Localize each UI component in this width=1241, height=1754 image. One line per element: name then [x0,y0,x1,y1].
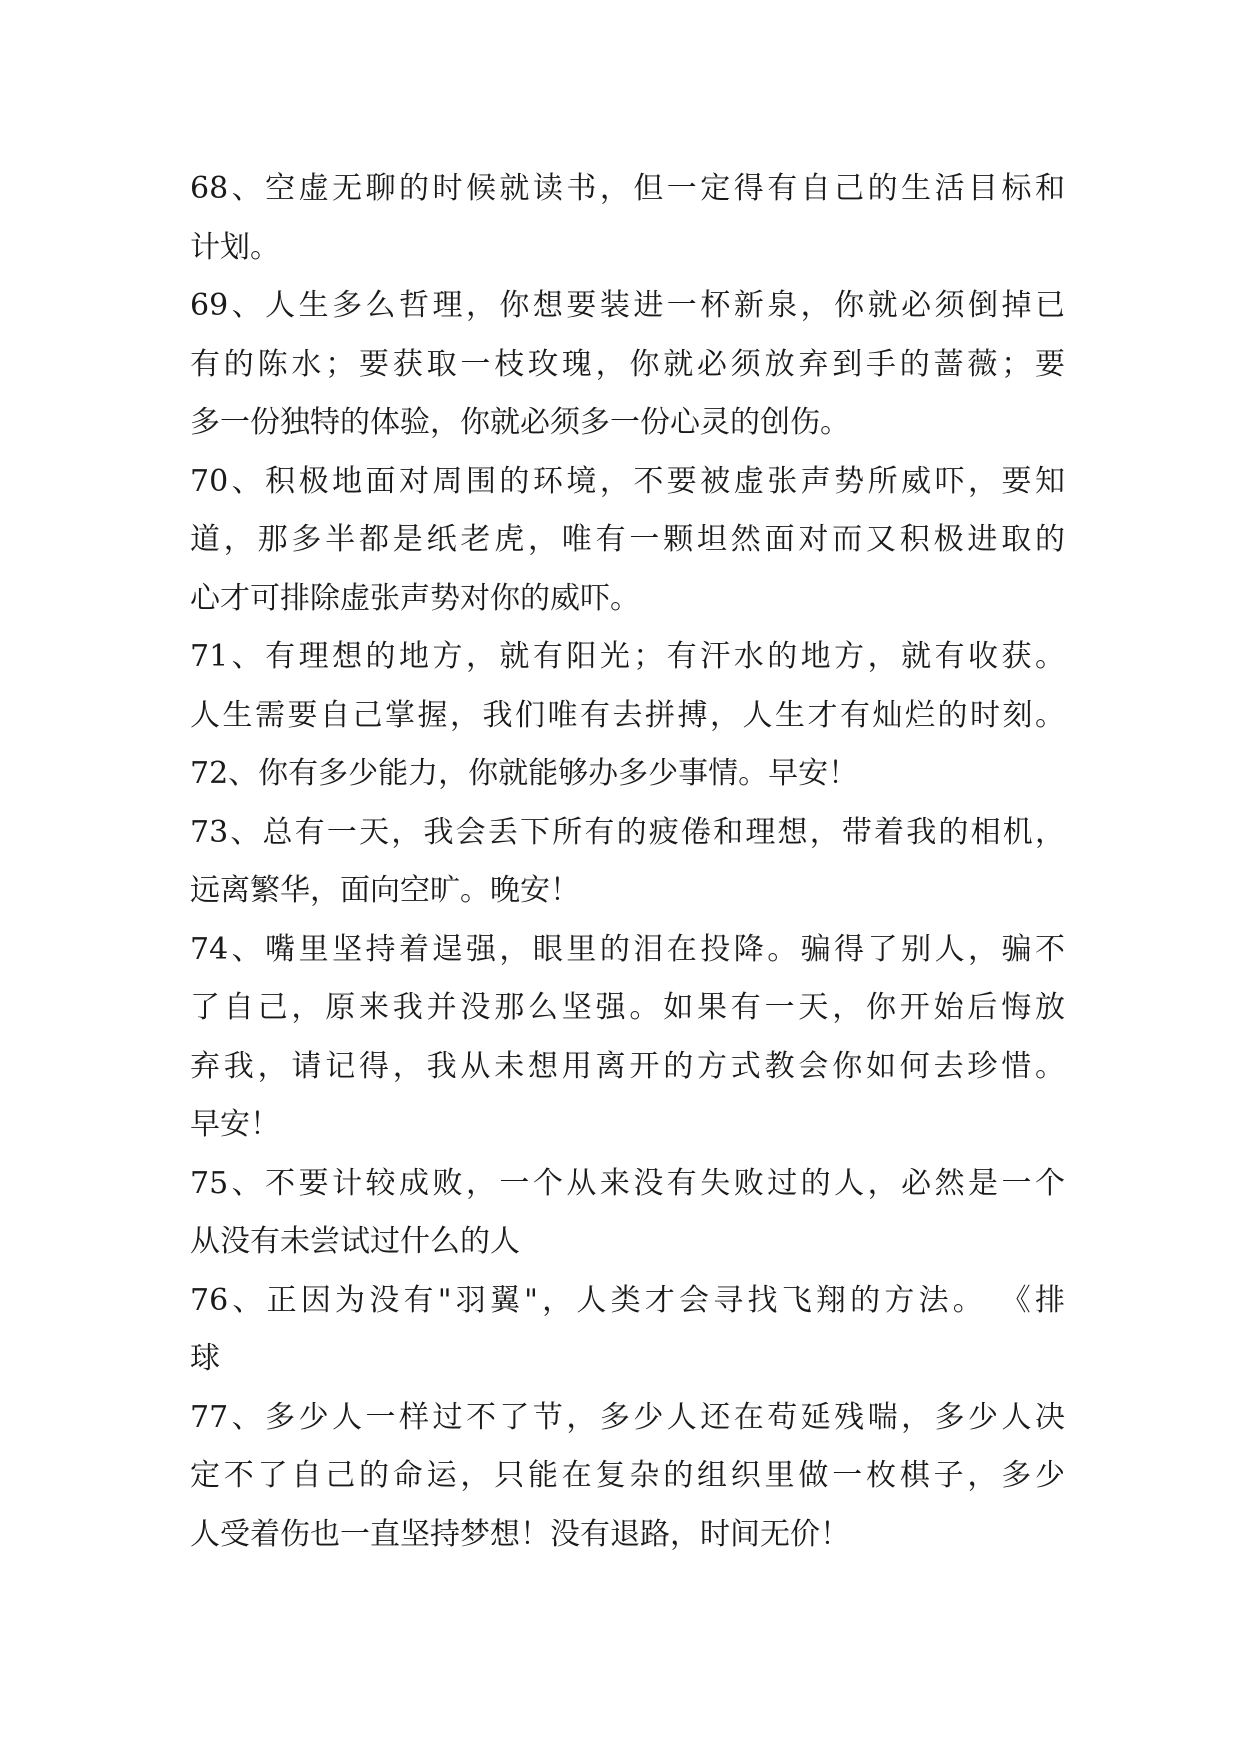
text-line: 心才可排除虚张声势对你的威吓。 [190,580,640,616]
text-line: 74、嘴里坚持着逞强，眼里的泪在投降。骗得了别人，骗不 [190,931,1065,967]
text-line: 人受着伤也一直坚持梦想！没有退路，时间无价！ [190,1516,850,1552]
text-line: 弃我，请记得，我从未想用离开的方式教会你如何去珍惜。 [190,1048,1065,1084]
document-body [190,160,1065,1564]
text-line: 77、多少人一样过不了节，多少人还在苟延残喘，多少人决 [190,1399,1065,1435]
text-line: 75、不要计较成败，一个从来没有失败过的人，必然是一个 [190,1165,1065,1201]
text-line: 远离繁华，面向空旷。晚安！ [190,873,580,908]
text-line: 了自己，原来我并没那么坚强。如果有一天，你开始后悔放 [190,990,1065,1025]
text-line: 从没有未尝试过什么的人 [190,1224,520,1259]
text-line: 68、空虚无聊的时候就读书，但一定得有自己的生活目标和 [190,171,1065,206]
text-line: 70、积极地面对周围的环境，不要被虚张声势所威吓，要知 [190,463,1065,499]
text-line: 道，那多半都是纸老虎，唯有一颗坦然面对而又积极进取的 [190,522,1065,557]
text-line: 72、你有多少能力，你就能够办多少事情。早安！ [190,756,859,791]
text-line: 76、正因为没有"羽翼"，人类才会寻找飞翔的方法。 《排 [190,1282,1065,1318]
text-line: 69、人生多么哲理，你想要装进一杯新泉，你就必须倒掉已 [190,288,1065,323]
text-line: 早安！ [190,1107,280,1142]
text-line: 计划。 [190,229,280,265]
text-line: 人生需要自己掌握，我们唯有去拼搏，人生才有灿烂的时刻。 [190,697,1065,733]
text-line: 71、有理想的地方，就有阳光；有汗水的地方，就有收获。 [190,639,1065,674]
text-line: 多一份独特的体验，你就必须多一份心灵的创伤。 [190,405,850,440]
text-line: 73、总有一天，我会丢下所有的疲倦和理想，带着我的相机， [190,814,1065,850]
text-line: 球 [190,1341,220,1376]
text-line: 有的陈水；要获取一枝玫瑰，你就必须放弃到手的蔷薇；要 [190,346,1065,382]
text-line: 定不了自己的命运，只能在复杂的组织里做一枚棋子，多少 [190,1458,1065,1493]
